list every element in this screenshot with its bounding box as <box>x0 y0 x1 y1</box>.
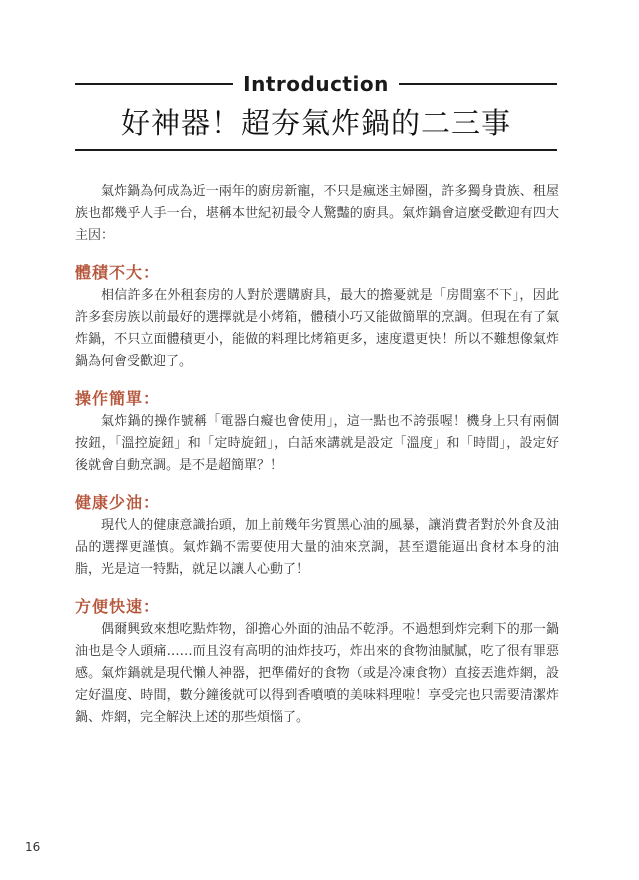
right-rule <box>399 83 557 85</box>
section-body: 氣炸鍋的操作號稱「電器白癡也會使用」，這一點也不誇張喔！機身上只有兩個按鈕，「溫控旋鈕」和「定時旋鈕」，白話來講就是設定「溫度」和「時間」，設定好後就會自動烹調。是不是超簡單？！ <box>75 414 559 473</box>
section-size <box>75 261 559 373</box>
article-body <box>75 181 559 729</box>
introduction-header <box>75 72 557 96</box>
section-convenience <box>75 595 559 729</box>
page-number: 16 <box>25 840 41 854</box>
section-body: 偶爾興致來想吃點炸物，卻擔心外面的油品不乾淨。不過想到炸完剩下的那一鍋油也是令人頭痛……而且沒有高明的油炸技巧，炸出來的食物油膩膩，吃了很有罪惡感。氣炸鍋就是現代懶人神器，把準備好的食物（或是冷凍食物）直接丟進炸網，設定好溫度、時間，數分鐘後就可以得到香噴噴的美味料理啦！享受完也只需要清潔炸鍋、炸網，完全解決上述的那些煩惱了。 <box>75 622 559 725</box>
left-rule <box>75 83 233 85</box>
section-heading: 操作簡單： <box>75 389 161 408</box>
section-health <box>75 491 559 581</box>
section-body: 現代人的健康意識抬頭，加上前幾年劣質黑心油的風暴，讓消費者對於外食及油品的選擇更謹慎。氣炸鍋不需要使用大量的油來烹調，甚至還能逼出食材本身的油脂，光是這一特點，就足以讓人心動了！ <box>75 518 559 577</box>
section-heading: 體積不大： <box>75 263 161 282</box>
introduction-label: Introduction <box>243 72 389 96</box>
section-heading: 健康少油： <box>75 493 161 512</box>
section-body: 相信許多在外租套房的人對於選購廚具，最大的擔憂就是「房間塞不下」，因此許多套房族以前最好的選擇就是小烤箱，體積小巧又能做簡單的烹調。但現在有了氣炸鍋，不只立面體積更小，能做的料理比烤箱更多，速度還更快！所以不難想像氣炸鍋為何會受歡迎了。 <box>75 288 559 369</box>
title-underline <box>75 149 557 151</box>
intro-paragraph: 氣炸鍋為何成為近一兩年的廚房新寵，不只是瘋迷主婦圈，許多獨身貴族、租屋族也都幾乎人手一台，堪稱本世紀初最令人驚豔的廚具。氣炸鍋會這麼受歡迎有四大主因： <box>75 184 559 243</box>
section-operation <box>75 387 559 477</box>
page-title: 好神器！超夯氣炸鍋的二三事 <box>120 106 511 140</box>
section-heading: 方便快速： <box>75 597 161 616</box>
